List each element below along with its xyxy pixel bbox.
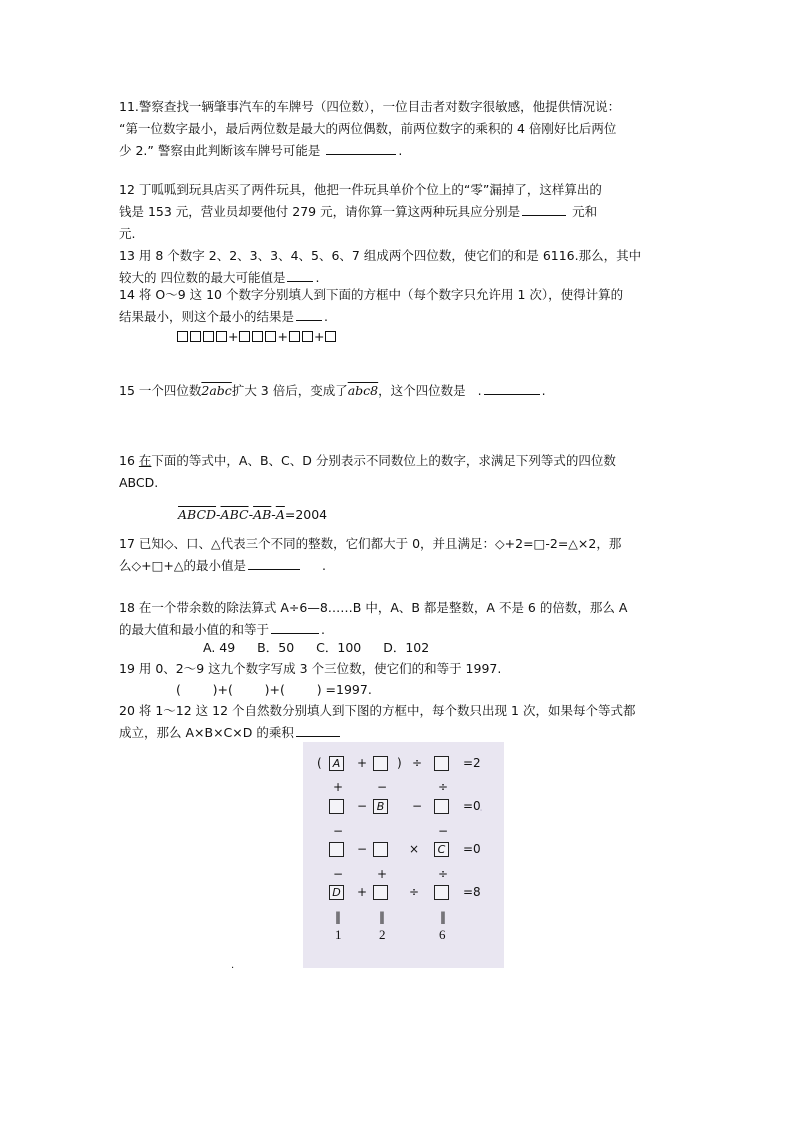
q14-answer-blank[interactable] (296, 306, 322, 321)
option-a[interactable]: A. 49 (203, 640, 236, 655)
digit-box[interactable] (252, 331, 263, 342)
q17-line1: 17 已知◇、口、△代表三个不同的整数，它们都大于 0，并且满足：◇+2=□-2=△×2，那 (119, 536, 622, 551)
digit-box[interactable] (216, 331, 227, 342)
puzzle-box[interactable] (373, 885, 388, 900)
puzzle-box[interactable] (434, 756, 449, 771)
q11-line3: 少 2.” 警察由此判断该车牌号可能是 . (119, 140, 679, 162)
q17-line2: 么◇+□+△的最小值是 . (119, 555, 679, 577)
q12-line1: 12 丁呱呱到玩具店买了两件玩具，他把一件玩具单价个位上的“零”漏掉了，这样算出的 (119, 182, 602, 197)
question-14 (119, 284, 679, 328)
q12-line2: 钱是 153 元，营业员却要他付 279 元，请你算一算这两种玩具应分别是 元和 (119, 201, 679, 223)
question-20 (119, 700, 679, 744)
stray-dot: . (231, 960, 235, 971)
puzzle-box[interactable] (329, 799, 344, 814)
q14-line2: 结果最小，则这个最小的结果是 . (119, 306, 679, 328)
q19-expression: ( )+( )+( ) =1997. (176, 682, 372, 697)
option-b[interactable]: B．50 (257, 640, 295, 655)
q16-line1: 16 在下面的等式中，A、B、C、D 分别表示不同数位上的数字，求满足下列等式的四位数 (119, 453, 616, 468)
puzzle-figure: · ( A + ) ÷ =2 + − ÷ − B − =0 − − − × C =0 − + ÷ D + ÷ =8 ‖ ‖ ‖ 1 2 6 (303, 742, 504, 968)
q12-answer-blank[interactable] (522, 201, 566, 216)
puzzle-box[interactable] (373, 756, 388, 771)
digit-box[interactable] (289, 331, 300, 342)
q15-answer-blank[interactable] (484, 380, 540, 395)
puzzle-box[interactable] (434, 885, 449, 900)
puzzle-box-b[interactable]: B (373, 799, 388, 814)
q20-line1: 20 将 1～12 这 12 个自然数分别填人到下图的方框中，每个数只出现 1 次，如果每个等式都 (119, 703, 636, 718)
q15-number-2abc: 2abc (201, 383, 232, 398)
q11-line1: 11.警察查找一辆肇事汽车的车牌号（四位数），一位目击者对数字很敏感，他提供情况说： (119, 99, 621, 114)
digit-box[interactable] (190, 331, 201, 342)
equals-mark: ‖ (379, 910, 385, 924)
q17-answer-blank[interactable] (248, 555, 300, 570)
q12-line3: 元. (119, 226, 136, 241)
q16-equation: ABCD-$\overline{ABC}-\overline{AB}-\overline{A}=2004$ (178, 507, 328, 522)
q19-line1: 19 用 0、2～9 这九个数字写成 3 个三位数，使它们的和等于 1997. (119, 661, 502, 676)
q14-line1: 14 将 O～9 这 10 个数字分别填人到下面的方框中（每个数字只允许用 1 次），使得计算的 (119, 287, 624, 302)
digit-box[interactable] (177, 331, 188, 342)
puzzle-box-a[interactable]: A (329, 756, 344, 771)
question-16 (119, 450, 679, 494)
question-12 (119, 179, 679, 245)
q16-line2: ABCD. (119, 475, 159, 490)
equals-mark: ‖ (335, 910, 341, 924)
q13-answer-blank[interactable] (287, 267, 313, 282)
digit-box[interactable] (239, 331, 250, 342)
question-13 (119, 245, 679, 289)
puzzle-box-c[interactable]: C (434, 842, 449, 857)
digit-box[interactable] (302, 331, 313, 342)
puzzle-box[interactable] (329, 842, 344, 857)
q13-line2: 较大的 四位数的最大可能值是 . (119, 267, 679, 289)
q18-line1: 18 在一个带余数的除法算式 A÷6—8……B 中，A、B 都是整数，A 不是 6 的倍数，那么 A (119, 600, 628, 615)
q18-line2: 的最大值和最小值的和等于 . (119, 619, 679, 641)
q11-answer-blank[interactable] (326, 140, 396, 155)
q13-line1: 13 用 8 个数字 2、2、3、3、4、5、6、7 组成两个四位数，使它们的和是 6116.那么，其中 (119, 248, 642, 263)
puzzle-box[interactable] (434, 799, 449, 814)
question-15: 15 一个四位数2abc扩大 3 倍后，变成了abc8，这个四位数是 . . (119, 380, 679, 402)
question-19 (119, 658, 679, 680)
option-d[interactable]: D．102 (383, 640, 430, 655)
column-result-1: 1 (335, 927, 342, 942)
digit-box[interactable] (203, 331, 214, 342)
option-c[interactable]: C．100 (316, 640, 362, 655)
q11-line2: “第一位数字最小，最后两位数是最大的两位偶数，前两位数字的乘积的 4 倍刚好比后两位 (119, 121, 617, 136)
q15-number-abc8: abc8 (347, 383, 379, 398)
question-11 (119, 96, 679, 162)
q14-box-expression: + + + (176, 328, 337, 346)
q20-line2: 成立，那么 A×B×C×D 的乘积 (119, 722, 679, 744)
digit-box[interactable] (265, 331, 276, 342)
question-17 (119, 533, 679, 577)
q20-answer-blank[interactable] (296, 722, 340, 737)
puzzle-box-d[interactable]: D (329, 885, 344, 900)
puzzle-box[interactable] (373, 842, 388, 857)
question-18 (119, 597, 679, 641)
equals-mark: ‖ (440, 910, 446, 924)
digit-box[interactable] (325, 331, 336, 342)
column-result-2: 2 (379, 927, 386, 942)
column-result-3: 6 (439, 927, 446, 942)
bleed-mark: · (479, 804, 484, 819)
q18-answer-blank[interactable] (271, 619, 319, 634)
q18-options (203, 638, 429, 658)
